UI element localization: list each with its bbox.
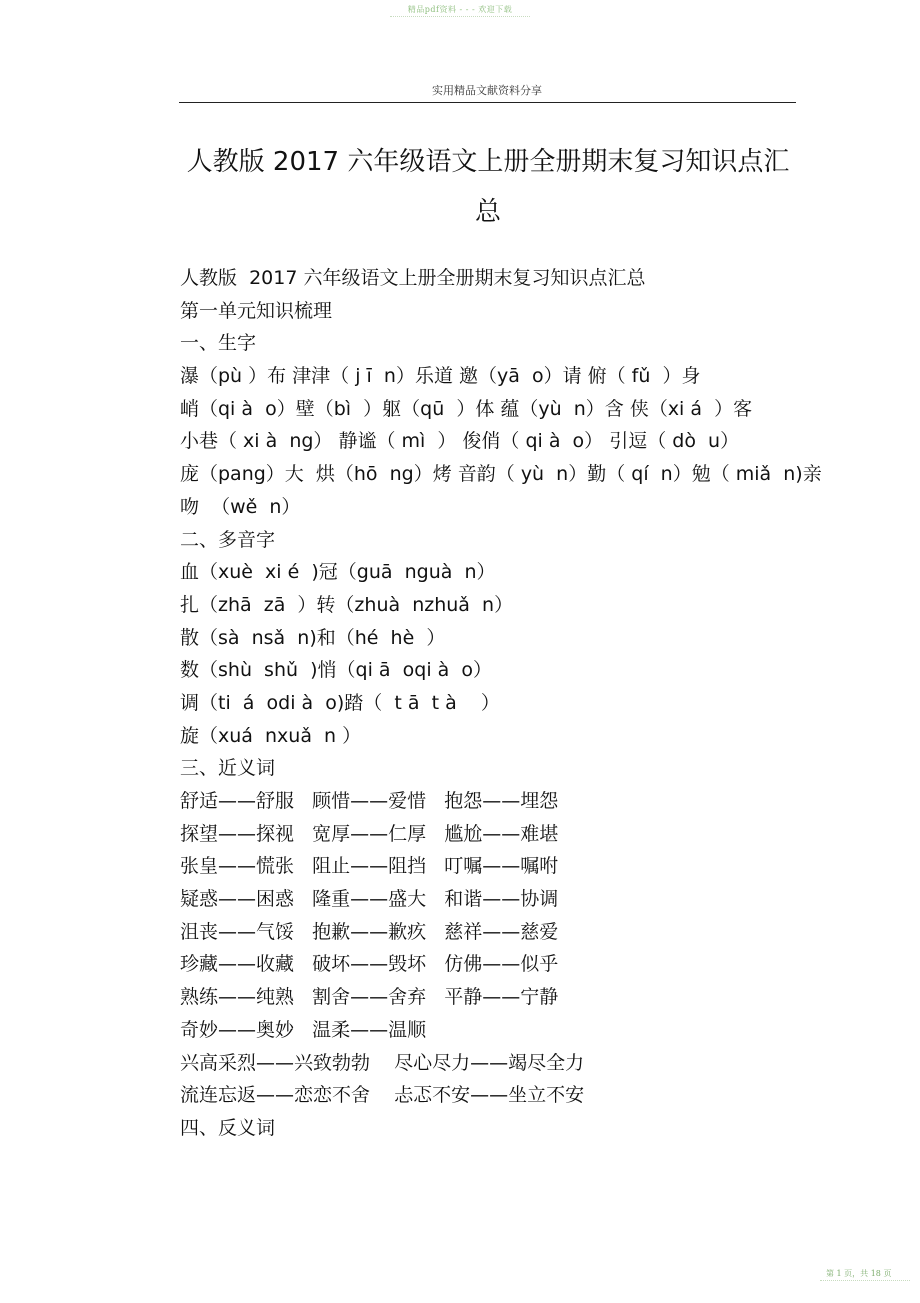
body-line: 兴高采烈——兴致勃勃 尽心尽力——竭尽全力: [180, 1051, 585, 1074]
document-title: [178, 137, 798, 237]
footer-divider: [820, 1280, 910, 1281]
body-line: 扎（zhā zā ）转（zhuà nzhuǎ n）: [180, 593, 514, 616]
header-rule: [179, 102, 796, 103]
page-header: 实用精品文献资料分享: [432, 84, 542, 97]
document-body: [180, 262, 822, 1145]
body-line: 二、多音字: [180, 528, 276, 551]
body-line: 沮丧——气馁 抱歉——歉疚 慈祥——慈爱: [180, 920, 559, 943]
body-line: 熟练——纯熟 割舍——舍弃 平静——宁静: [180, 986, 559, 1009]
body-line: 血（xuè xi é )冠（guā nguà n）: [180, 561, 496, 584]
body-line: 旋（xuá nxuǎ n ）: [180, 724, 362, 747]
body-line: 奇妙——奥妙 温柔——温顺: [180, 1018, 427, 1041]
body-line: 调（ti á odi à o)踏（ t ā t à ）: [180, 691, 500, 714]
watermark-divider: [390, 16, 530, 17]
body-line: 疑惑——困惑 隆重——盛大 和谐——协调: [180, 888, 559, 911]
body-line: 舒适——舒服 顾惜——爱惜 抱怨——埋怨: [180, 790, 559, 812]
body-line: 峭（qi à o）壁（bì ）躯（qū ）体 蕴（yù n）含 侠（xi á ）客: [180, 397, 753, 420]
body-line: 人教版 2017 六年级语文上册全册期末复习知识点汇总: [180, 267, 646, 289]
body-line: 数（shù shǔ )悄（qi ā oqi à o）: [180, 659, 492, 682]
body-line: 吻 （wě n）: [180, 495, 301, 518]
body-line: 瀑（pù ）布 津津（ j ī n）乐道 邀（yā o）请 俯（ fǔ ）身: [180, 365, 701, 388]
watermark-top: 精品pdf资料 - - - 欢迎下载: [407, 5, 513, 14]
body-line: 第一单元知识梳理: [180, 299, 333, 322]
body-line: 探望——探视 宽厚——仁厚 尴尬——难堪: [180, 822, 559, 845]
body-line: 珍藏——收藏 破坏——毁坏 仿佛——似乎: [180, 953, 559, 976]
title-line-2: 总: [474, 197, 501, 227]
body-line: 流连忘返——恋恋不舍 忐忑不安——坐立不安: [180, 1084, 585, 1107]
body-line: 庞（pang）大 烘（hō ng）烤 音韵（ yù n）勤（ qí n）勉（ miǎ n)亲: [180, 463, 822, 486]
body-line: 一、生字: [180, 332, 257, 355]
body-line: 小巷（ xi à ng） 静谧（ mì ） 俊俏（ qi à o） 引逗（ dò u）: [180, 430, 740, 453]
body-line: 张皇——慌张 阻止——阻挡 叮嘱——嘱咐: [180, 855, 559, 878]
body-line: 三、近义词: [180, 757, 276, 780]
page-number: 第 1 页，共 18 页: [826, 1269, 892, 1278]
body-line: 四、反义词: [180, 1116, 276, 1139]
title-line-1: 人教版 2017 六年级语文上册全册期末复习知识点汇: [186, 147, 790, 177]
body-line: 散（sà nsǎ n)和（hé hè ）: [180, 626, 446, 649]
